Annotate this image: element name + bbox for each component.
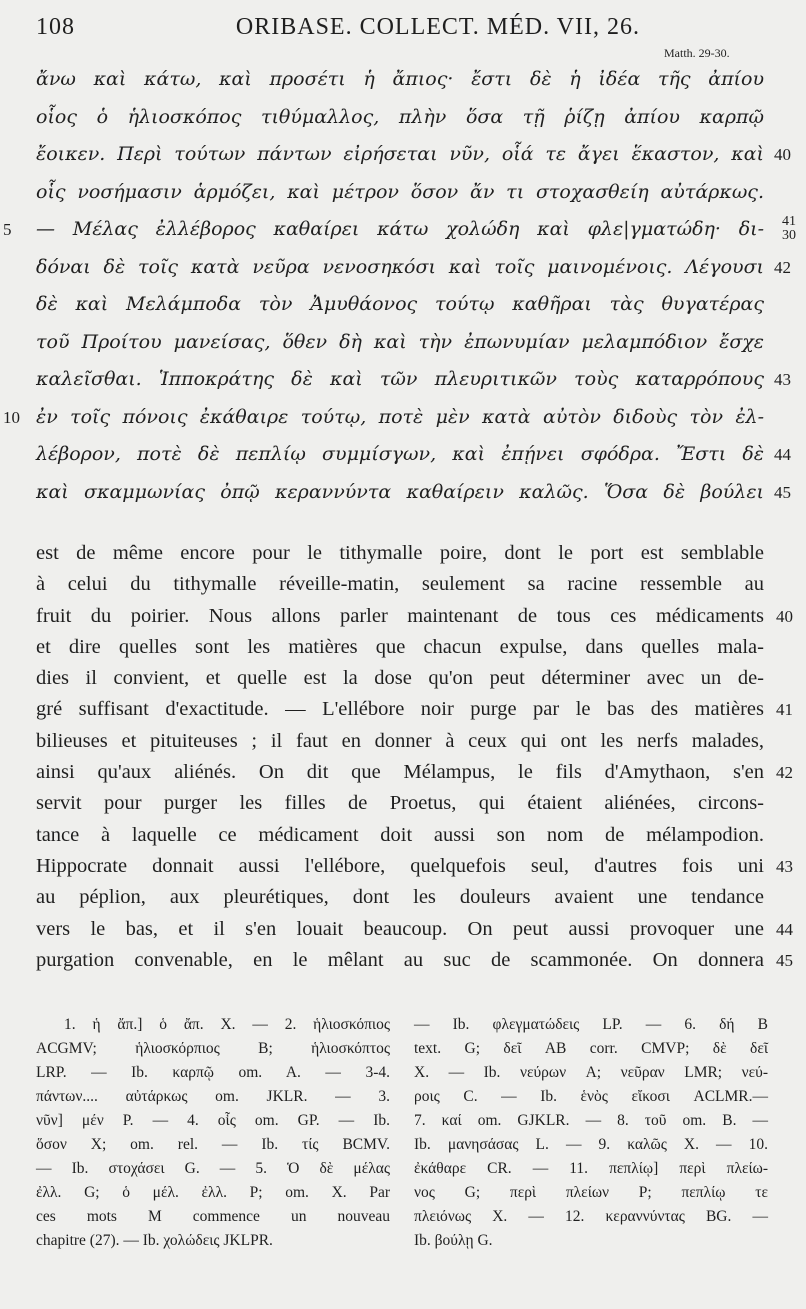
french-line-text: servit pour purger les filles de Proetus, qui étaient aliénées, circons- (36, 792, 764, 815)
greek-line-text: οἷος ὁ ἡλιοσκόπος τιθύμαλλος, πλὴν ὅσα τῇ ῥίζῃ ἀπίου καρπῷ (36, 105, 764, 128)
greek-line (36, 136, 791, 174)
greek-line-text: καὶ σκαμμωνίας ὀπῷ κεραννύντα καθαίρειν καλῶς. Ὅσα δὲ βούλει (36, 480, 764, 503)
footnote-line: Ib. μανησάσας L. — 9. καλῶς X. — 10. (414, 1136, 768, 1153)
french-line (36, 788, 764, 819)
footnote-line: νῦν] μέν P. — 4. οἷς om. GP. — Ib. (36, 1112, 390, 1129)
french-margin-number: 45 (776, 950, 793, 970)
footnote-line: πάντων.... αὐτάρκως om. JKLR. — 3. (36, 1088, 390, 1105)
greek-line (36, 474, 791, 512)
french-line-text: Hippocrate donnait aussi l'ellébore, quelquefois seul, d'autres fois uni (36, 854, 764, 877)
french-line-text: fruit du poirier. Nous allons parler maintenant de tous ces médicaments (36, 604, 764, 627)
greek-line (36, 324, 766, 362)
french-line (36, 538, 764, 569)
greek-line-number: 10 (3, 407, 20, 427)
footnote-line: ροις C. — Ib. ἑνὸς εἴκοσι ACLMR.— (414, 1088, 768, 1105)
page-number: 108 (36, 14, 75, 40)
greek-line-text: δὲ καὶ Μελάμποδα τὸν Ἀμυθάονος τούτῳ καθῆραι τὰς θυγατέρας (36, 293, 764, 315)
french-line (36, 569, 764, 600)
french-line-text: tance à laquelle ce médicament doit aussi son nom de mélampodion. (36, 823, 764, 846)
french-margin-number: 41 (776, 700, 793, 720)
french-margin-number: 44 (776, 919, 793, 939)
french-line-text: bilieuses et pituiteuses ; il faut en donner à ceux qui ont les nerfs malades, (36, 729, 764, 752)
footnote-line: chapitre (27). — Ib. χολώδεις JKLPR. (36, 1232, 273, 1249)
footnote-line: X. — Ib. νεύρων A; νεῦραν LMR; νεύ- (414, 1064, 768, 1081)
footnote-line: — Ib. στοχάσει G. — 5. Ὁ δὲ μέλας (36, 1160, 390, 1177)
greek-line-text: τοῦ Προίτου μανείσας, ὅθεν δὴ καὶ τὴν ἐπωνυμίαν μελαμπόδιον ἔσχε (36, 330, 764, 353)
french-line (36, 914, 793, 945)
footnotes-left-column (36, 1013, 390, 1253)
greek-margin-number: 45 (774, 482, 791, 502)
greek-line (36, 361, 791, 399)
greek-line (3, 399, 766, 437)
greek-margin-number: 41 30 (782, 214, 796, 243)
french-line (36, 632, 764, 663)
french-line-text: purgation convenable, en le mêlant au suc de scammonée. On donnera (36, 948, 764, 971)
greek-margin-number: 40 (774, 145, 791, 164)
greek-line-text: — Μέλας ἐλλέβορος καθαίρει κάτω χολώδη καὶ φλε|γματώδη· δι- (36, 218, 764, 240)
greek-line (36, 249, 791, 287)
greek-line-number: 5 (3, 220, 12, 239)
footnote-line: 7. καί om. GJKLR. — 8. τοῦ om. B. — (414, 1112, 768, 1129)
french-line (36, 757, 793, 788)
french-line-text: ainsi qu'aux aliénés. On dit que Mélampus, le fils d'Amythaon, s'en (36, 761, 764, 784)
french-line (36, 945, 793, 976)
greek-line (36, 436, 791, 474)
greek-line-text: καλεῖσθαι. Ἱπποκράτης δὲ καὶ τῶν πλευριτικῶν τοὺς καταρρόπους (36, 368, 764, 390)
french-line-text: est de même encore pour le tithymalle poire, dont le port est semblable (36, 542, 764, 564)
french-line-text: gré suffisant d'exactitude. — L'ellébore noir purge par le bas des matières (36, 698, 764, 721)
greek-line-text: δόναι δὲ τοῖς κατὰ νεῦρα νενοσηκόσι καὶ τοῖς μαινομένοις. Λέγουσι (36, 255, 764, 278)
footnote-line: text. G; δεῖ AB corr. CMVP; δὲ δεῖ (414, 1040, 768, 1057)
greek-line-text: ἐν τοῖς πόνοις ἐκάθαιρε τούτῳ, ποτὲ μὲν κατὰ αὐτὸν διδοὺς τὸν ἐλ- (36, 405, 764, 428)
french-line (36, 882, 764, 913)
footnote-line: ACGMV; ἡλιοσκόρπιος B; ἡλιοσκόπτος (36, 1040, 390, 1057)
footnotes-right-column (414, 1013, 768, 1253)
french-line-text: vers le bas, et il s'en louait beaucoup. On peut aussi provoquer une (36, 917, 764, 940)
footnote-line: Ib. βούλῃ G. (414, 1232, 493, 1249)
running-title: ORIBASE. COLLECT. MÉD. VII, 26. (235, 14, 640, 40)
greek-margin-number: 44 (774, 445, 791, 464)
french-translation-block (36, 538, 793, 976)
footnote-line: 1. ἡ ἄπ.] ὁ ἄπ. X. — 2. ἡλιοσκόπιος (64, 1016, 390, 1033)
greek-line-text: ἔοικεν. Περὶ τούτων πάντων εἰρήσεται νῦν, οἷά τε ἄγει ἕκαστον, καὶ (36, 143, 764, 165)
french-line (36, 726, 764, 757)
greek-line (36, 99, 766, 137)
footnote-line: LRP. — Ib. καρπῷ om. A. — 3-4. (36, 1064, 390, 1081)
greek-line-text: οἷς νοσήμασιν ἁρμόζει, καὶ μέτρον ὅσον ἄν τι στοχασθείη αὐτάρκως. (36, 180, 764, 203)
french-line-text: dies il convient, et quelle est la dose qu'on peut déterminer avec un de- (36, 667, 764, 690)
greek-line-text: λέβορον, ποτὲ δὲ πεπλίῳ συμμίσγων, καὶ ἐπῄνει σφόδρα. Ἔστι δὲ (36, 443, 764, 465)
greek-line-text: ἄνω καὶ κάτω, καὶ προσέτι ἡ ἄπιος· ἔστι δὲ ἡ ἰδέα τῆς ἀπίου (36, 68, 764, 90)
footnote-line: νος G; περὶ πλείων P; πεπλίῳ τε (414, 1184, 768, 1201)
greek-line (3, 211, 796, 249)
french-margin-number: 42 (776, 763, 793, 783)
french-line-text: à celui du tithymalle réveille-matin, seulement sa racine ressemble au (36, 573, 764, 596)
footnote-line: ἐκάθαρε CR. — 11. πεπλίῳ] περὶ πλείω- (414, 1160, 768, 1177)
footnote-line: ces mots M commence un nouveau (36, 1208, 390, 1225)
french-line (36, 694, 793, 725)
greek-line (36, 174, 766, 212)
greek-text-block (3, 61, 796, 511)
greek-margin-number: 42 (774, 257, 791, 277)
french-line-text: et dire quelles sont les matières que chacun expulse, dans quelles mala- (36, 635, 764, 658)
french-margin-number: 43 (776, 856, 793, 876)
french-line-text: au péplion, aux pleurétiques, dont les douleurs avaient une tendance (36, 886, 764, 909)
french-line (36, 601, 793, 632)
french-line (36, 820, 764, 851)
page-header (36, 14, 640, 41)
footnote-line: πλειόνως X. — 12. κεραννύντας BG. — (414, 1208, 768, 1225)
french-line (36, 663, 764, 694)
footnote-line: ἐλλ. G; ὁ μέλ. ἐλλ. P; om. X. Par (36, 1184, 390, 1201)
footnote-line: — Ib. φλεγματώδεις LP. — 6. δή B (414, 1016, 768, 1033)
french-line (36, 851, 793, 882)
matthaei-reference: Matth. 29-30. (664, 46, 730, 60)
greek-line (36, 286, 766, 324)
greek-line (36, 61, 766, 99)
greek-margin-number: 43 (774, 370, 791, 389)
footnote-line: ὅσον X; om. rel. — Ib. τίς BCMV. (36, 1136, 390, 1153)
french-margin-number: 40 (776, 606, 793, 626)
